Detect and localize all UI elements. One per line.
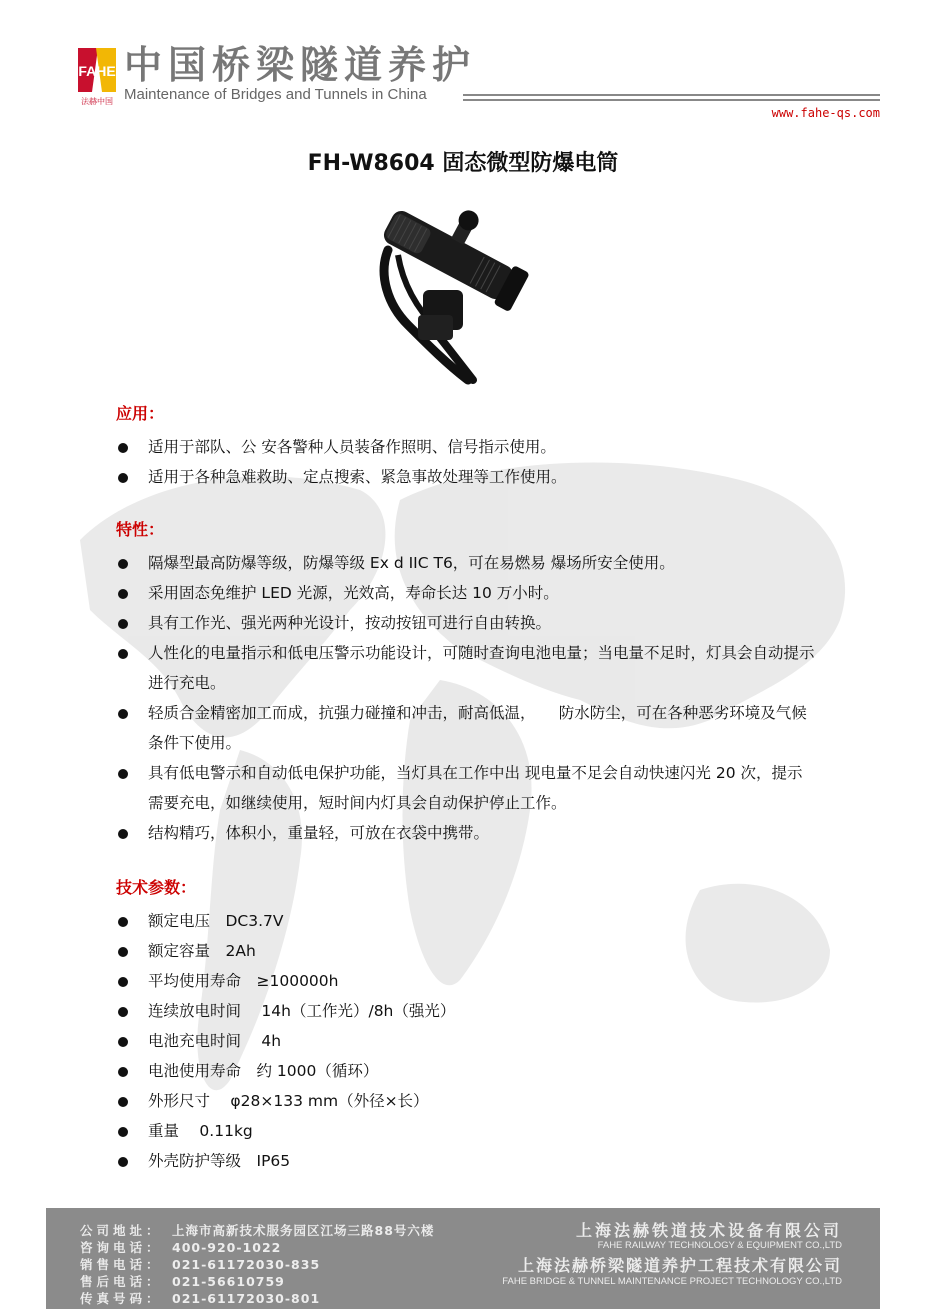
bullet-icon xyxy=(118,443,128,453)
company2-cn: 上海法赫桥梁隧道养护工程技术有限公司 xyxy=(517,1256,842,1275)
page-footer xyxy=(46,1208,880,1309)
section-title-specs: 技术参数： xyxy=(116,878,197,897)
bullet-icon xyxy=(118,769,128,779)
bullet-icon xyxy=(118,1067,128,1077)
list-item: 具有低电警示和自动低电保护功能，当灯具在工作中出 现电量不足会自动快速闪光 20 次，提示需要充电，如继续使用，短时间内灯具会自动保护停止工作。 xyxy=(116,758,816,818)
bullet-icon xyxy=(118,559,128,569)
document-title: FH-W8604 固态微型防爆电筒 xyxy=(307,151,619,176)
section-features xyxy=(116,520,816,848)
list-item: 采用固态免维护 LED 光源，光效高，寿命长达 10 万小时。 xyxy=(116,578,816,608)
bullet-icon xyxy=(118,829,128,839)
list-item: 电池使用寿命 约 1000（循环） xyxy=(116,1056,816,1086)
header-cn-title: 中国桥梁隧道养护 xyxy=(124,43,477,87)
list-item: 隔爆型最高防爆等级，防爆等级 Ex d IIC T6，可在易燃易 爆场所安全使用。 xyxy=(116,548,816,578)
contact-sales: 销售电话： 021-61172030-835 xyxy=(80,1257,321,1272)
website-link[interactable]: www.fahe-qs.com xyxy=(771,106,880,120)
flashlight-image xyxy=(368,195,558,390)
contact-fax: 传真号码： 021-61172030-801 xyxy=(80,1291,321,1306)
company-names xyxy=(502,1222,842,1288)
bullet-icon xyxy=(118,1097,128,1107)
company1-cn: 上海法赫铁道技术设备有限公司 xyxy=(575,1221,842,1240)
header-rule xyxy=(463,94,880,101)
contact-address: 公司地址： 上海市高新技术服务园区江场三路88号六楼 xyxy=(80,1223,435,1238)
company1-en: FAHE RAILWAY TECHNOLOGY & EQUIPMENT CO.,LTD xyxy=(597,1240,842,1251)
section-specs xyxy=(116,878,816,1176)
list-item: 重量 0.11kg xyxy=(116,1116,816,1146)
list-item: 额定容量 2Ah xyxy=(116,936,816,966)
svg-text:法赫中国: 法赫中国 xyxy=(81,97,113,106)
contact-list xyxy=(80,1222,434,1307)
list-item: 平均使用寿命 ≥100000h xyxy=(116,966,816,996)
list-item: 连续放电时间 14h（工作光）/8h（强光） xyxy=(116,996,816,1026)
list-item: 具有工作光、强光两种光设计，按动按钮可进行自由转换。 xyxy=(116,608,816,638)
section-title-features: 特性： xyxy=(116,520,165,539)
bullet-icon xyxy=(118,977,128,987)
bullet-icon xyxy=(118,589,128,599)
list-item: 外形尺寸 φ28×133 mm（外径×长） xyxy=(116,1086,816,1116)
list-item: 人性化的电量指示和低电压警示功能设计，可随时查询电池电量；当电量不足时，灯具会自动提示进行充电。 xyxy=(116,638,816,698)
section-application xyxy=(116,404,816,492)
bullet-icon xyxy=(118,1037,128,1047)
contact-aftersales: 售后电话： 021-56610759 xyxy=(80,1274,285,1289)
list-item: 适用于部队、公 安各警种人员装备作照明、信号指示使用。 xyxy=(116,432,816,462)
bullet-icon xyxy=(118,1007,128,1017)
bullet-icon xyxy=(118,917,128,927)
bullet-icon xyxy=(118,473,128,483)
page-header xyxy=(76,42,880,122)
bullet-icon xyxy=(118,1127,128,1137)
list-item: 适用于各种急难救助、定点搜索、紧急事故处理等工作使用。 xyxy=(116,462,816,492)
bullet-icon xyxy=(118,619,128,629)
list-item: 额定电压 DC3.7V xyxy=(116,906,816,936)
list-item: 轻质合金精密加工而成，抗强力碰撞和冲击，耐高低温， 防水防尘，可在各种恶劣环境及气候条件下使用。 xyxy=(116,698,816,758)
section-title-application: 应用： xyxy=(116,404,165,423)
list-item: 电池充电时间 4h xyxy=(116,1026,816,1056)
svg-text:FAHE: FAHE xyxy=(78,63,116,79)
header-en-title: Maintenance of Bridges and Tunnels in China xyxy=(124,86,427,103)
bullet-icon xyxy=(118,1157,128,1167)
list-item: 结构精巧，体积小，重量轻，可放在衣袋中携带。 xyxy=(116,818,816,848)
company2-en: FAHE BRIDGE & TUNNEL MAINTENANCE PROJECT TECHNOLOGY CO.,LTD xyxy=(502,1276,842,1287)
list-item: 外壳防护等级 IP65 xyxy=(116,1146,816,1176)
bullet-icon xyxy=(118,947,128,957)
fahe-logo-icon xyxy=(76,44,118,106)
bullet-icon xyxy=(118,649,128,659)
bullet-icon xyxy=(118,709,128,719)
contact-hotline: 咨询电话： 400-920-1022 xyxy=(80,1240,282,1255)
